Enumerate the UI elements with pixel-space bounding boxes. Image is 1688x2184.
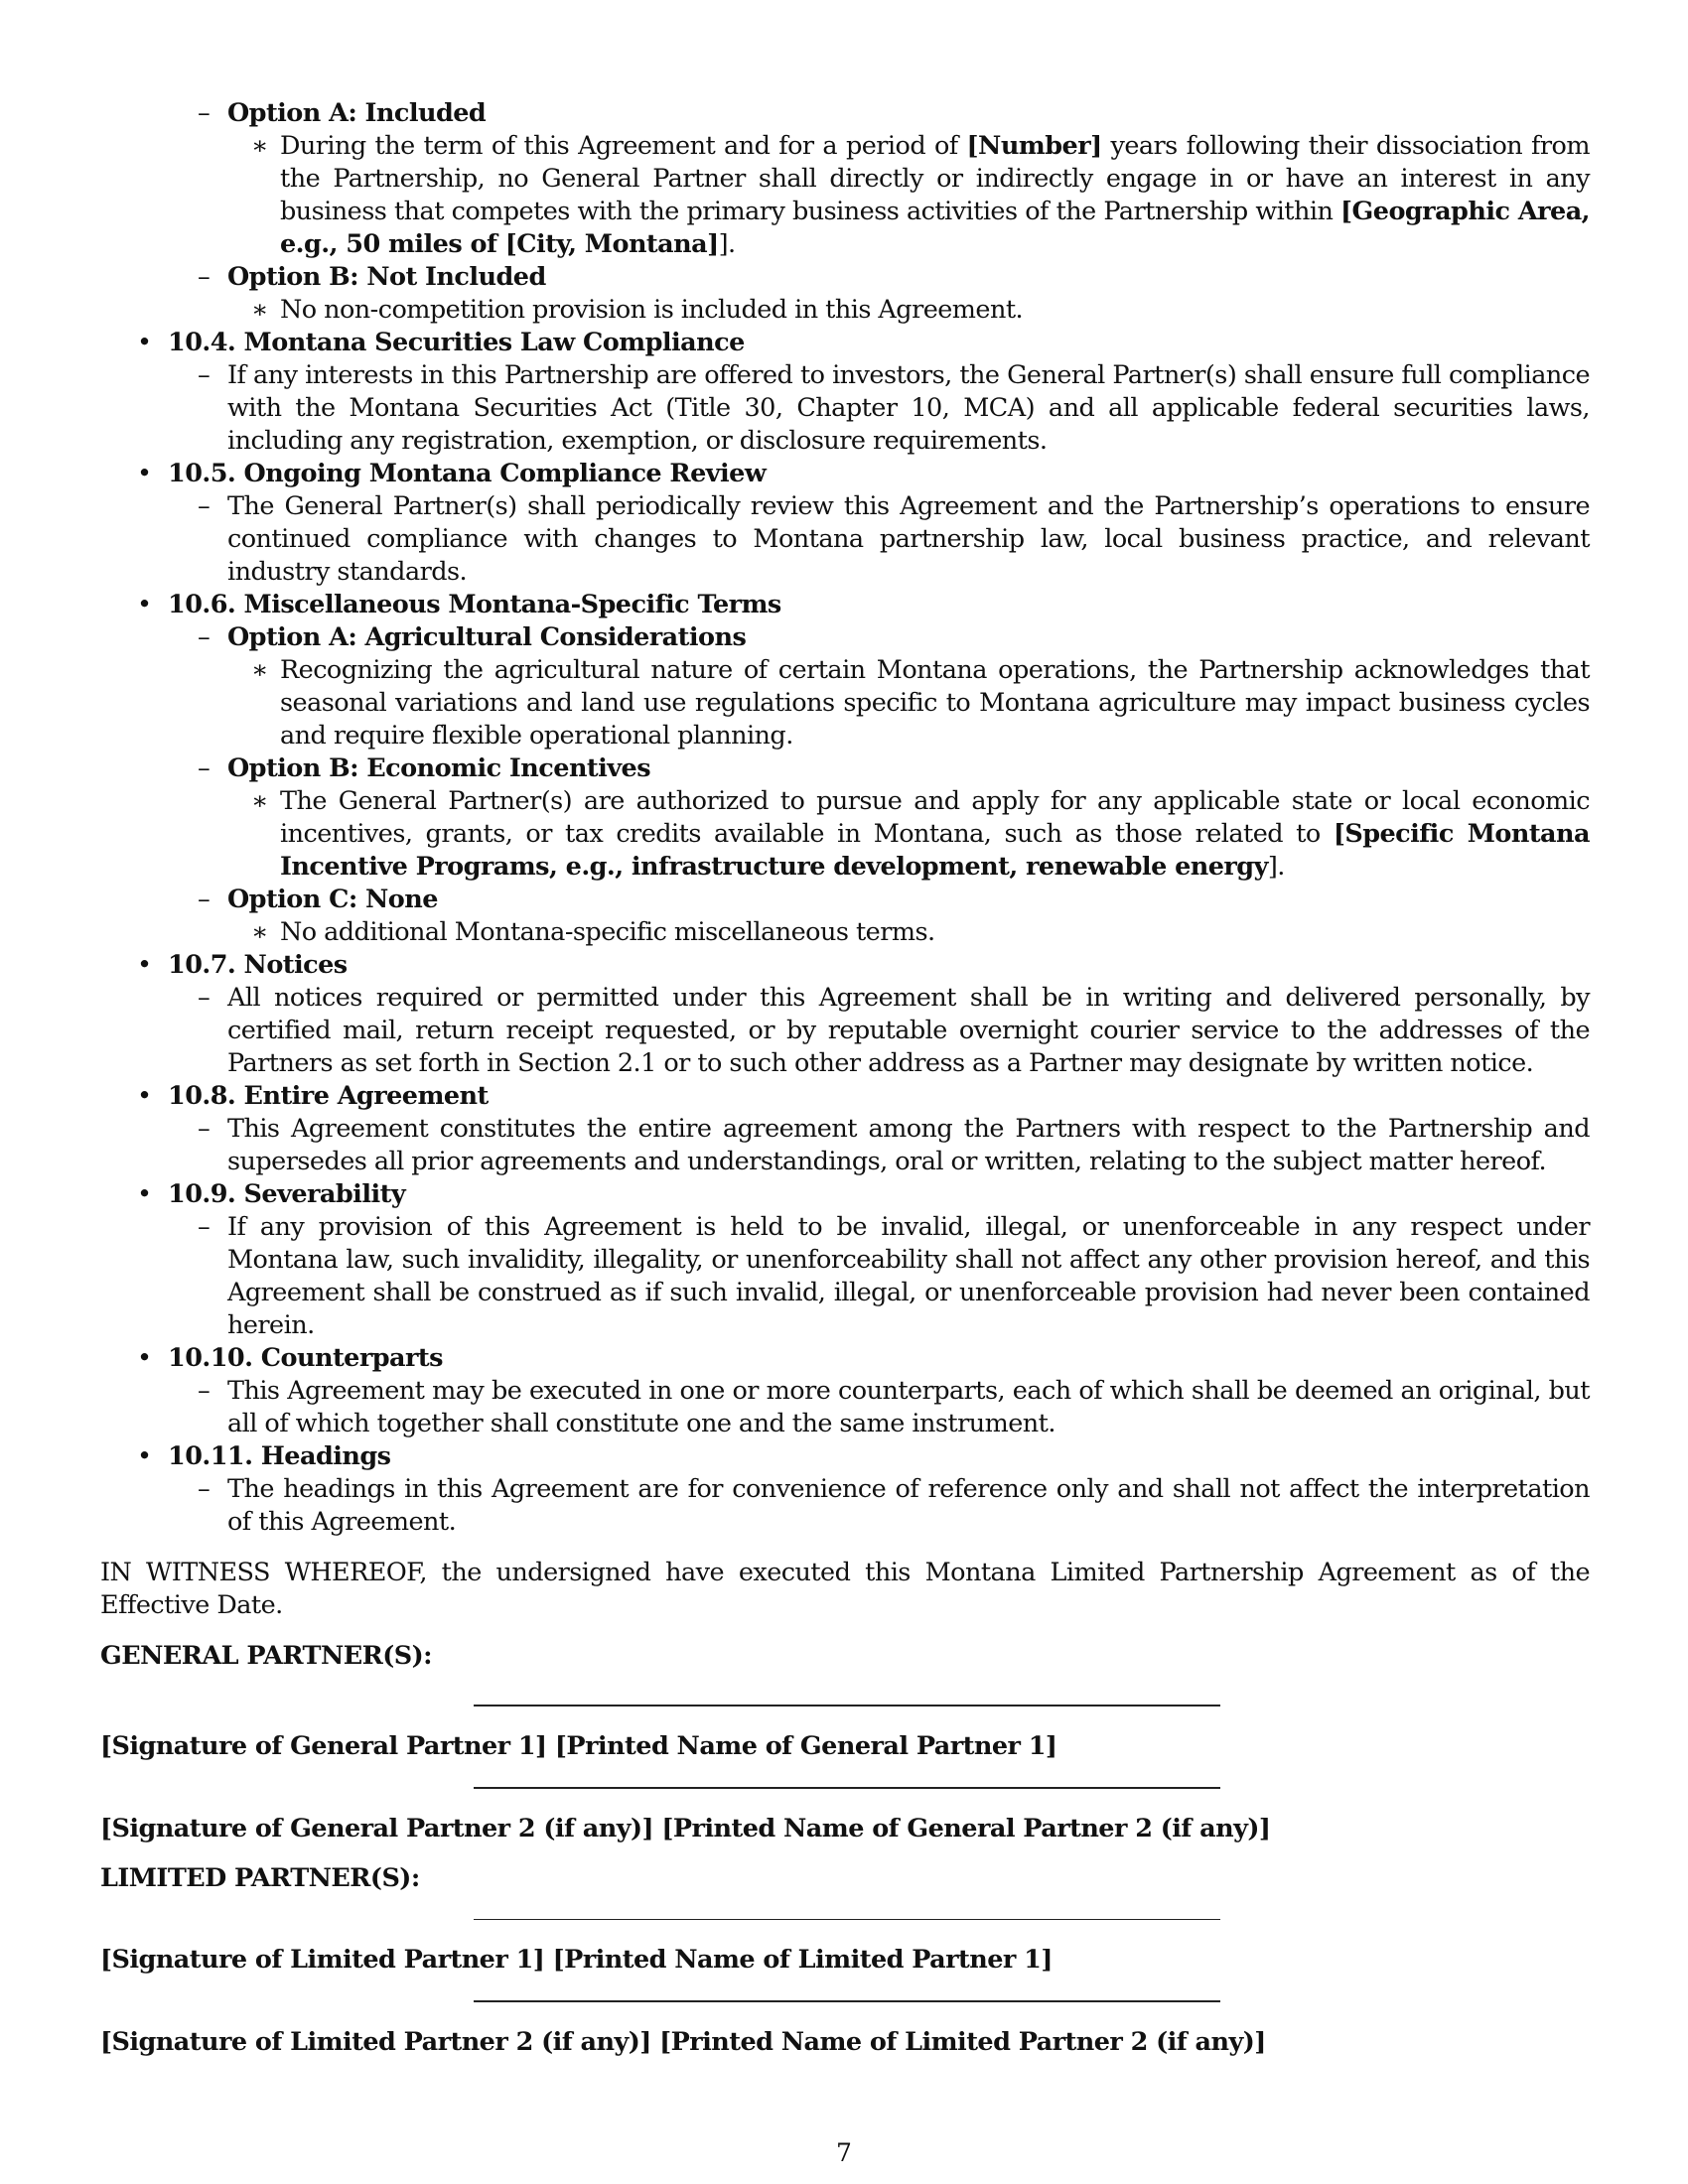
dash-marker: – [198,1212,211,1242]
section-text: The headings in this Agreement are for convenience of reference only and shall not affect the interpretation of this Agreement. [227,1474,1590,1537]
section-heading: 10.9. Severability [168,1179,406,1209]
document-body [100,97,1590,2059]
section-10-10 [100,1342,1590,1375]
section-heading: 10.11. Headings [168,1441,391,1471]
bullet-marker: • [137,459,152,488]
placeholder-number: [Number] [966,131,1102,161]
dash-marker: – [198,1376,211,1406]
placeholder-geographic-area: [Geographic Area, e.g., 50 miles of [City, Montana] [280,197,1590,259]
option-heading: Option B: Not Included [227,262,546,292]
dash-marker: – [198,1114,211,1144]
section-heading: 10.10. Counterparts [168,1343,443,1373]
option-text-item [100,916,1590,949]
dash-marker: – [198,622,211,652]
option-heading: Option C: None [227,885,438,914]
star-marker: ∗ [251,295,268,325]
dash-marker: – [198,360,211,390]
section-heading: 10.6. Miscellaneous Montana-Specific Terms [168,590,781,619]
section-heading: 10.4. Montana Securities Law Compliance [168,328,745,357]
section-10-8 [100,1080,1590,1113]
star-marker: ∗ [251,786,268,816]
section-heading: 10.7. Notices [168,950,348,980]
section-text: This Agreement may be executed in one or more counterparts, each of which shall be deemed an original, but all of which together shall constitute one and the same instrument. [227,1376,1590,1438]
section-10-9 [100,1178,1590,1211]
option-text: The General Partner(s) are authorized to pursue and apply for any applicable state or local economic incentives, grants, or tax credits available in Montana, such as those related to [280,786,1590,849]
option-text: Recognizing the agricultural nature of certain Montana operations, the Partnership acknowledges that seasonal variations and land use regulations specific to Montana agriculture may impact business cycles and require flexible operational planning. [280,655,1590,751]
section-text-item [100,1375,1590,1440]
option-text: No non-competition provision is included in this Agreement. [280,295,1024,325]
section-text: If any interests in this Partnership are offered to investors, the General Partner(s) shall ensure full compliance with the Montana Securities Act (Title 30, Chapter 10, MCA) and all applicable federal securities laws, including any registration, exemption, or disclosure requirements. [227,360,1590,456]
option-heading: Option B: Economic Incentives [227,753,651,783]
signature-label-lp2: [Signature of Limited Partner 2 (if any)] [Printed Name of Limited Partner 2 (if any)] [100,2027,1266,2057]
star-marker: ∗ [251,131,268,161]
bullet-marker: • [137,950,152,980]
section-text-item [100,1113,1590,1178]
signature-label-lp1: [Signature of Limited Partner 1] [Printed Name of Limited Partner 1] [100,1945,1053,1975]
option-item [100,884,1590,916]
section-text-item [100,359,1590,458]
section-text-item [100,1211,1590,1342]
signature-line [474,1787,1220,1789]
option-item [100,261,1590,294]
general-partners-heading: GENERAL PARTNER(S): [100,1641,433,1671]
option-item [100,621,1590,654]
option-text: During the term of this Agreement and for a period of [280,131,967,161]
option-heading: Option A: Agricultural Considerations [227,622,747,652]
bullet-marker: • [137,590,152,619]
option-text-item [100,785,1590,884]
bullet-marker: • [137,1179,152,1209]
section-text: All notices required or permitted under this Agreement shall be in writing and delivered personally, by certified mail, return receipt requested, or by reputable overnight courier service to the addresses of the Partners as set forth in Section 2.1 or to such other address as a Partner may designate by written notice. [227,983,1590,1078]
option-text: No additional Montana-specific miscellaneous terms. [280,917,935,947]
section-10-4 [100,327,1590,359]
dash-marker: – [198,983,211,1013]
bullet-marker: • [137,1441,152,1471]
section-heading: 10.5. Ongoing Montana Compliance Review [168,459,767,488]
section-heading: 10.8. Entire Agreement [168,1081,489,1111]
section-text-item [100,982,1590,1080]
dash-marker: – [198,262,211,292]
section-10-5 [100,458,1590,490]
section-text: If any provision of this Agreement is held to be invalid, illegal, or unenforceable in any respect under Montana law, such invalidity, illegality, or unenforceability shall not affect any other provision hereof, and this Agreement shall be construed as if such invalid, illegal, or unenforceable provision had never been contained herein. [227,1212,1590,1340]
bullet-marker: • [137,1081,152,1111]
option-text-item [100,654,1590,752]
section-10-6 [100,589,1590,621]
signature-line [474,1919,1220,1920]
signature-label-gp1: [Signature of General Partner 1] [Printed Name of General Partner 1] [100,1731,1057,1761]
option-text: ]. [718,229,736,259]
limited-partners-heading: LIMITED PARTNER(S): [100,1863,420,1893]
dash-marker: – [198,885,211,914]
star-marker: ∗ [251,917,268,947]
option-item [100,752,1590,785]
dash-marker: – [198,491,211,521]
dash-marker: – [198,98,211,128]
option-text: years following their dissociation from the Partnership, no General Partner shall directly or indirectly engage in or have an interest in any business that competes with the primary business activities of the Partnership within [280,131,1590,226]
signature-line [474,1705,1220,1706]
star-marker: ∗ [251,655,268,685]
section-text: This Agreement constitutes the entire agreement among the Partners with respect to the Partnership and supersedes all prior agreements and understandings, oral or written, relating to the subject matter hereof. [227,1114,1590,1176]
dash-marker: – [198,1474,211,1504]
signature-line [474,2000,1220,2002]
placeholder-incentive-programs: [Specific Montana Incentive Programs, e.g., infrastructure development, renewable energy [280,819,1590,882]
option-item [100,97,1590,130]
witness-paragraph: IN WITNESS WHEREOF, the undersigned have executed this Montana Limited Partnership Agreement as of the Effective Date. [100,1558,1590,1620]
section-10-7 [100,949,1590,982]
section-text-item [100,1473,1590,1539]
bullet-marker: • [137,1343,152,1373]
option-text: ]. [1267,852,1285,882]
section-text: The General Partner(s) shall periodically review this Agreement and the Partnership’s operations to ensure continued compliance with changes to Montana partnership law, local business practice, and relevant industry standards. [227,491,1590,587]
section-text-item [100,490,1590,589]
page-number: 7 [836,2138,852,2167]
option-text-item [100,130,1590,261]
dash-marker: – [198,753,211,783]
signature-label-gp2: [Signature of General Partner 2 (if any)] [Printed Name of General Partner 2 (if any)] [100,1814,1271,1843]
option-text-item [100,294,1590,327]
section-10-11 [100,1440,1590,1473]
bullet-marker: • [137,328,152,357]
option-heading: Option A: Included [227,98,487,128]
